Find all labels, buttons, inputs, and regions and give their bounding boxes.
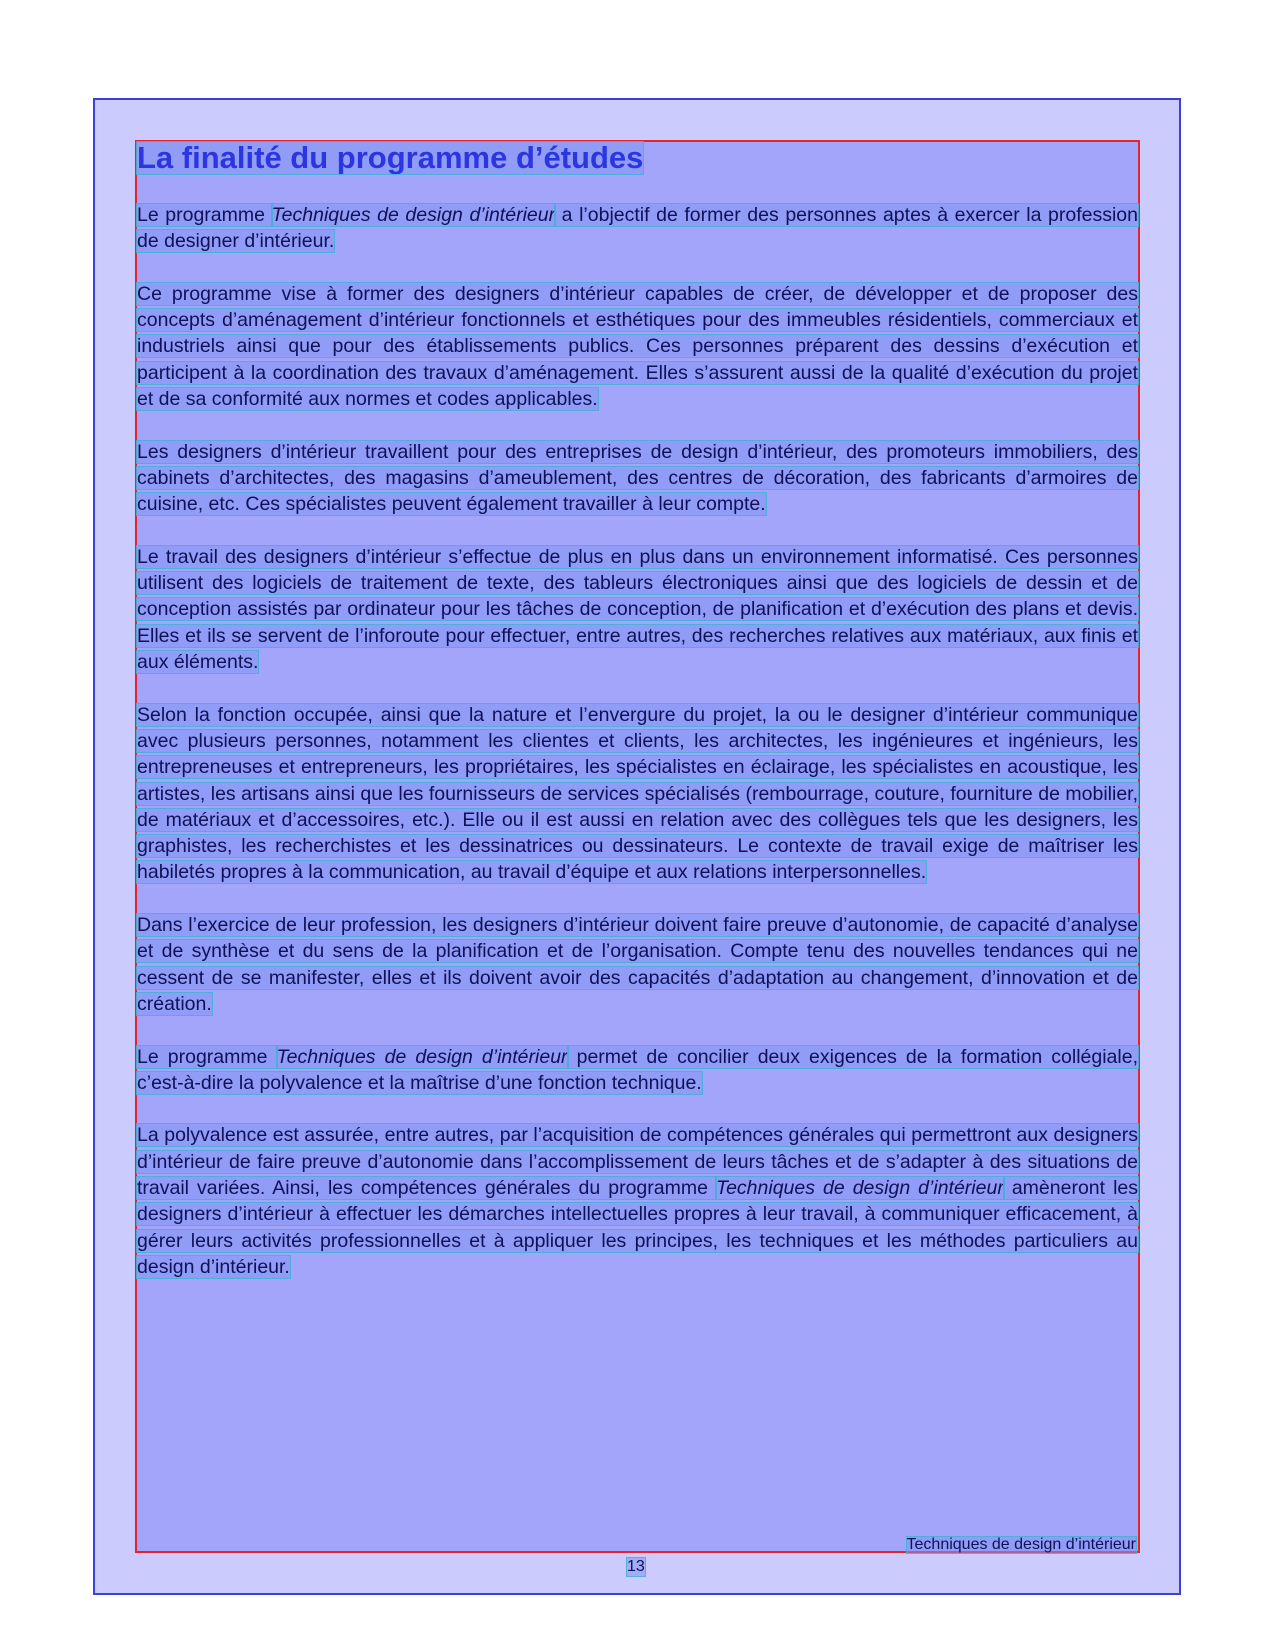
page-title: La finalité du programme d’études: [137, 140, 644, 175]
paragraph-8: [137, 1122, 1138, 1280]
paragraph-7: [137, 1044, 1138, 1097]
paragraph-5-text: Selon la fonction occupée, ainsi que la nature et l’envergure du projet, la ou le designer d’intérieur communique avec plusieurs personnes, notamment les clientes et clients, les architectes, les ingénieures et ingénieurs, les entrepreneuses et entrepreneurs, les propriétaires, les spécialistes en éclairage, les spécialistes en acoustique, les artistes, les artisans ainsi que les fournisseurs de services spécialisés (rembourrage, couture, fourniture de mobilier, de matériaux et d’accessoires, etc.). Elle ou il est aussi en relation avec des collègues tels que les designers, les graphistes, les recherchistes et les dessinatrices ou dessinateurs. Le contexte de travail exige de maîtriser les habiletés propres à la communication, au travail d’équipe et aux relations interpersonnelles.: [137, 703, 1138, 884]
paragraph-2-text: Ce programme vise à former des designers d’intérieur capables de créer, de développer et de proposer des concepts d’aménagement d’intérieur fonctionnels et esthétiques pour des immeubles résidentiels, commerciaux et industriels ainsi que pour des établissements publics. Ces personnes préparent des dessins d’exécution et participent à la coordination des travaux d’aménagement. Elles s’assurent aussi de la qualité d’exécution du projet et de sa conformité aux normes et codes applicables.: [137, 282, 1138, 411]
page-number: 13: [627, 1558, 645, 1575]
paragraph-7-segment-1: Le programme: [137, 1045, 277, 1068]
paragraph-2: [137, 281, 1138, 412]
body-text: [137, 202, 1138, 1306]
paragraph-8-segment-3: amèneront les designers d’intérieur à effectuer les démarches intellectuelles propres à leur travail, à communiquer efficacement, à gérer leurs activités professionnelles et à appliquer les principes, les techniques et les méthodes particuliers au design d’intérieur.: [137, 1176, 1139, 1278]
content-frame: [135, 140, 1140, 1553]
paragraph-1-segment-1: Le programme: [137, 204, 272, 226]
content-area: [137, 142, 1138, 1551]
paragraph-6: [137, 912, 1138, 1017]
paragraph-7-segment-3: permet de concilier deux exigences de la formation collégiale, c’est-à-dire la polyvalence et la maîtrise d’une fonction technique.: [137, 1045, 1138, 1094]
paragraph-8-segment-1: La polyvalence est assurée, entre autres, par l’acquisition de compétences générales qui permettront aux designers d’intérieur de faire preuve d’autonomie dans l’accomplissement de leurs tâches et de s’adapter à des situations de travail variées. Ainsi, les compétences générales du programme: [137, 1124, 1138, 1199]
footer-program-label: Techniques de design d’intérieur: [906, 1536, 1136, 1553]
paragraph-4-text: Le travail des designers d’intérieur s’effectue de plus en plus dans un environnement informatisé. Ces personnes utilisent des logiciels de traitement de texte, des tableurs électroniques ainsi que des logiciels de dessin et de conception assistés par ordinateur pour les tâches de conception, de planification et d’exécution des plans et devis. Elles et ils se servent de l’inforoute pour effectuer, entre autres, des recherches relatives aux matériaux, aux finis et aux éléments.: [137, 545, 1138, 674]
program-title-italic: Techniques de design d’intérieur: [271, 204, 556, 226]
paragraph-3-text: Les designers d’intérieur travaillent pour des entreprises de design d’intérieur, des promoteurs immobiliers, des cabinets d’architectes, des magasins d’ameublement, des centres de décoration, des fabricants d’armoires de cuisine, etc. Ces spécialistes peuvent également travailler à leur compte.: [137, 440, 1138, 516]
paragraph-1-segment-3: a l’objectif de former des personnes aptes à exercer la profession de designer d’intérieur.: [137, 204, 1138, 253]
program-title-italic: Techniques de design d’intérieur: [715, 1176, 1004, 1199]
paragraph-5: [137, 702, 1138, 886]
paragraph-4: [137, 544, 1138, 675]
program-title-italic: Techniques de design d’intérieur: [276, 1045, 568, 1068]
paragraph-1: [137, 202, 1138, 255]
paragraph-6-text: Dans l’exercice de leur profession, les designers d’intérieur doivent faire preuve d’autonomie, de capacité d’analyse et de synthèse et du sens de la planification et de l’organisation. Compte tenu des nouvelles tendances qui ne cessent de se manifester, elles et ils doivent avoir des capacités d’adaptation au changement, d’innovation et de création.: [137, 914, 1138, 1015]
paragraph-3: [137, 439, 1138, 518]
